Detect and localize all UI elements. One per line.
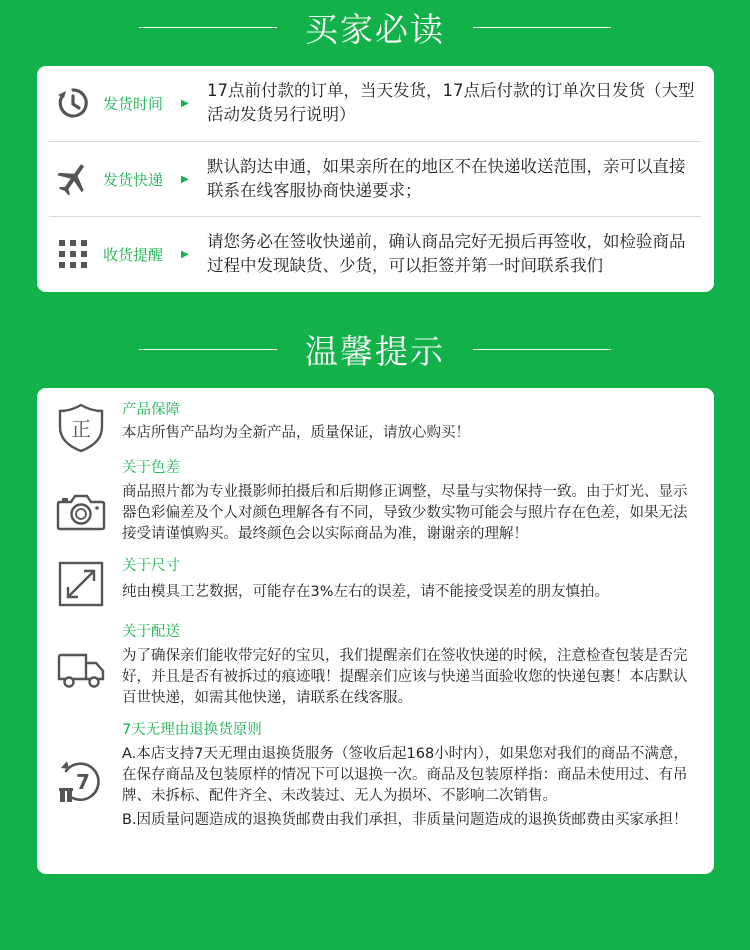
tip-paragraph: 本店所售产品均为全新产品，质量保证，请放心购买！ <box>122 425 470 441</box>
clock-icon <box>51 81 95 125</box>
header-right-rule <box>473 349 611 350</box>
row-text: 17点前付款的订单，当天发货，17点后付款的订单次日发货（大型活动发货另行说明） <box>207 81 695 124</box>
header-left-rule <box>139 27 277 28</box>
tip-heading: 7天无理由退换货原则 <box>122 722 262 738</box>
row-label: 发货时间 <box>103 94 164 113</box>
tip-paragraph: A.本店支持7天无理由退换货服务（签收后起168小时内），如果您对我们的商品不满意，在保存商品及包装原样的情况下可以退换一次。商品及包装原样指：商品未使用过、有吊牌、未拆标、配件齐全、未改装过、无人为损坏、不影响二次销售。 <box>122 746 688 804</box>
shield-icon <box>55 402 107 454</box>
section-header-buyer-notice <box>0 2 750 52</box>
camera-icon <box>55 486 107 538</box>
row-text: 默认韵达申通，如果亲所在的地区不在快递收送范围，亲可以直接联系在线客服协商快递要求； <box>207 157 686 200</box>
tip-color-difference <box>37 458 714 548</box>
tip-heading: 关于色差 <box>122 460 180 476</box>
return-7day-icon <box>55 756 107 808</box>
tip-heading: 产品保障 <box>122 402 180 418</box>
notice-row-courier <box>49 142 702 216</box>
header-left-rule <box>139 349 277 350</box>
section-title: 温馨提示 <box>305 331 445 371</box>
tip-product-guarantee <box>37 400 714 452</box>
shield-glyph: 正 <box>71 417 91 441</box>
section-header-warm-tips <box>0 324 750 374</box>
arrow-right-icon: ▶ <box>181 173 189 185</box>
warm-tips-card <box>37 388 714 874</box>
arrow-right-icon: ▶ <box>181 248 189 260</box>
tip-paragraph: B.因质量问题造成的退换货邮费由我们承担，非质量问题造成的退换货邮费由买家承担！ <box>122 812 688 828</box>
tip-seven-day-return <box>37 720 714 870</box>
tip-heading: 关于配送 <box>122 624 180 640</box>
tip-paragraph: 商品照片都为专业摄影师拍摄后和后期修正调整，尽量与实物保持一致。由于灯光、显示器色彩偏差及个人对颜色理解各有不同，导致少数实物可能会与照片存在色差，如果无法接受请谨慎购买。最终颜色会以实际商品为准，谢谢亲的理解！ <box>122 484 688 542</box>
truck-icon <box>55 644 107 696</box>
tip-paragraph: 纯由模具工艺数据，可能存在3%左右的误差，请不能接受误差的朋友慎拍。 <box>122 584 610 600</box>
notice-row-shipping-time <box>49 66 702 140</box>
header-right-rule <box>473 27 611 28</box>
tip-size <box>37 556 714 608</box>
notice-row-receipt-reminder <box>49 217 702 291</box>
tip-heading: 关于尺寸 <box>122 558 180 574</box>
badge-glyph: 7 <box>76 770 90 794</box>
tip-delivery <box>37 622 714 712</box>
section-title: 买家必读 <box>305 9 445 49</box>
arrow-right-icon: ▶ <box>181 97 189 109</box>
buyer-notice-card <box>37 66 714 292</box>
grid-icon <box>51 232 95 276</box>
airplane-icon <box>51 157 95 201</box>
row-label: 收货提醒 <box>103 245 164 264</box>
tip-paragraph: 为了确保亲们能收带完好的宝贝，我们提醒亲们在签收快递的时候，注意检查包装是否完好，并且是否有被拆过的痕迹哦！提醒亲们应该与快递当面验收您的快递包裹！本店默认百世快递，如需其他快递，请联系在线客服。 <box>122 648 688 706</box>
row-label: 发货快递 <box>103 170 164 189</box>
resize-icon <box>55 558 107 610</box>
row-text: 请您务必在签收快递前，确认商品完好无损后再签收，如检验商品过程中发现缺货、少货，可以拒签并第一时间联系我们 <box>207 232 686 275</box>
